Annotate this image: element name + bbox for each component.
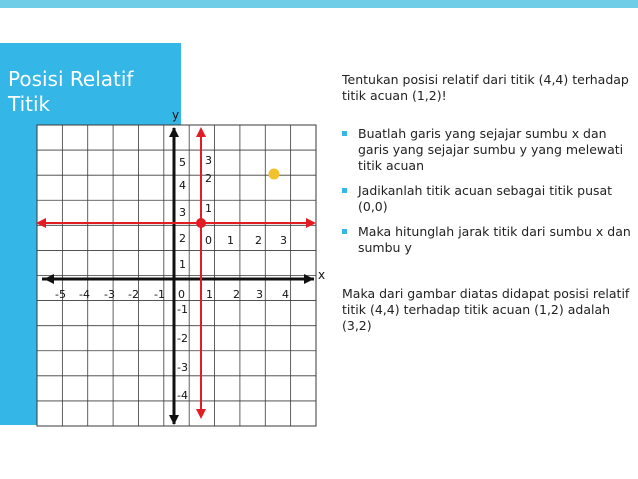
reference-point <box>196 218 206 228</box>
y-tick-label: 4 <box>179 179 186 192</box>
x-tick-label: -3 <box>104 288 115 301</box>
y-tick-label: 3 <box>179 206 186 219</box>
reference-y-tick-label: 1 <box>205 202 212 215</box>
reference-y-arrow-icon <box>196 127 206 137</box>
reference-x-arrow-icon <box>306 218 316 228</box>
y-tick-label: -4 <box>177 389 188 402</box>
x-tick-label: -5 <box>55 288 66 301</box>
step-text: Maka hitunglah jarak titik dari sumbu x dan sumbu y <box>358 224 631 255</box>
tick-labels <box>55 108 325 402</box>
reference-y-tick-label: 2 <box>205 172 212 185</box>
bullet-icon <box>342 188 347 193</box>
x-tick-label: 2 <box>233 288 240 301</box>
reference-x-tick-label: 1 <box>227 234 234 247</box>
reference-x-tick-label: 0 <box>205 234 212 247</box>
x-tick-label: -2 <box>128 288 139 301</box>
x-tick-label: -1 <box>154 288 165 301</box>
reference-y-arrow-down-icon <box>196 409 206 419</box>
x-tick-label: 3 <box>256 288 263 301</box>
y-axis-arrow-down-icon <box>169 415 179 425</box>
reference-y-tick-label: 3 <box>205 154 212 167</box>
step-text: Jadikanlah titik acuan sebagai titik pusat (0,0) <box>358 183 613 214</box>
y-tick-label: 2 <box>179 232 186 245</box>
target-point <box>269 169 280 180</box>
y-tick-label: -2 <box>177 332 188 345</box>
y-axis-label: y <box>172 108 180 122</box>
y-tick-label: 5 <box>179 156 186 169</box>
step-item <box>342 224 632 256</box>
reference-x-tick-label: 3 <box>280 234 287 247</box>
bullet-icon <box>342 229 347 234</box>
bullet-icon <box>342 131 347 136</box>
explanation-panel <box>342 72 632 334</box>
y-tick-label: -3 <box>177 361 188 374</box>
y-tick-label: -1 <box>177 303 188 316</box>
x-tick-label: 4 <box>282 288 289 301</box>
y-tick-label: 1 <box>179 258 186 271</box>
slide-title: Posisi Relatif Titik <box>8 67 134 116</box>
question-text: Tentukan posisi relatif dari titik (4,4) terhadap titik acuan (1,2)! <box>342 72 629 103</box>
reference-x-tick-label: 2 <box>255 234 262 247</box>
y-axis-arrow-icon <box>169 127 179 137</box>
conclusion-text: Maka dari gambar diatas didapat posisi relatif titik (4,4) terhadap titik acuan (1,2) adalah (3,2) <box>342 286 630 333</box>
steps-list <box>342 126 632 256</box>
x-tick-label: 0 <box>178 288 185 301</box>
x-tick-label: 1 <box>206 288 213 301</box>
x-axis-label: x <box>318 268 326 282</box>
step-item <box>342 126 632 174</box>
step-text: Buatlah garis yang sejajar sumbu x dan garis yang sejajar sumbu y yang melewati titik acuan <box>358 126 624 173</box>
step-item <box>342 183 632 215</box>
x-tick-label: -4 <box>79 288 90 301</box>
